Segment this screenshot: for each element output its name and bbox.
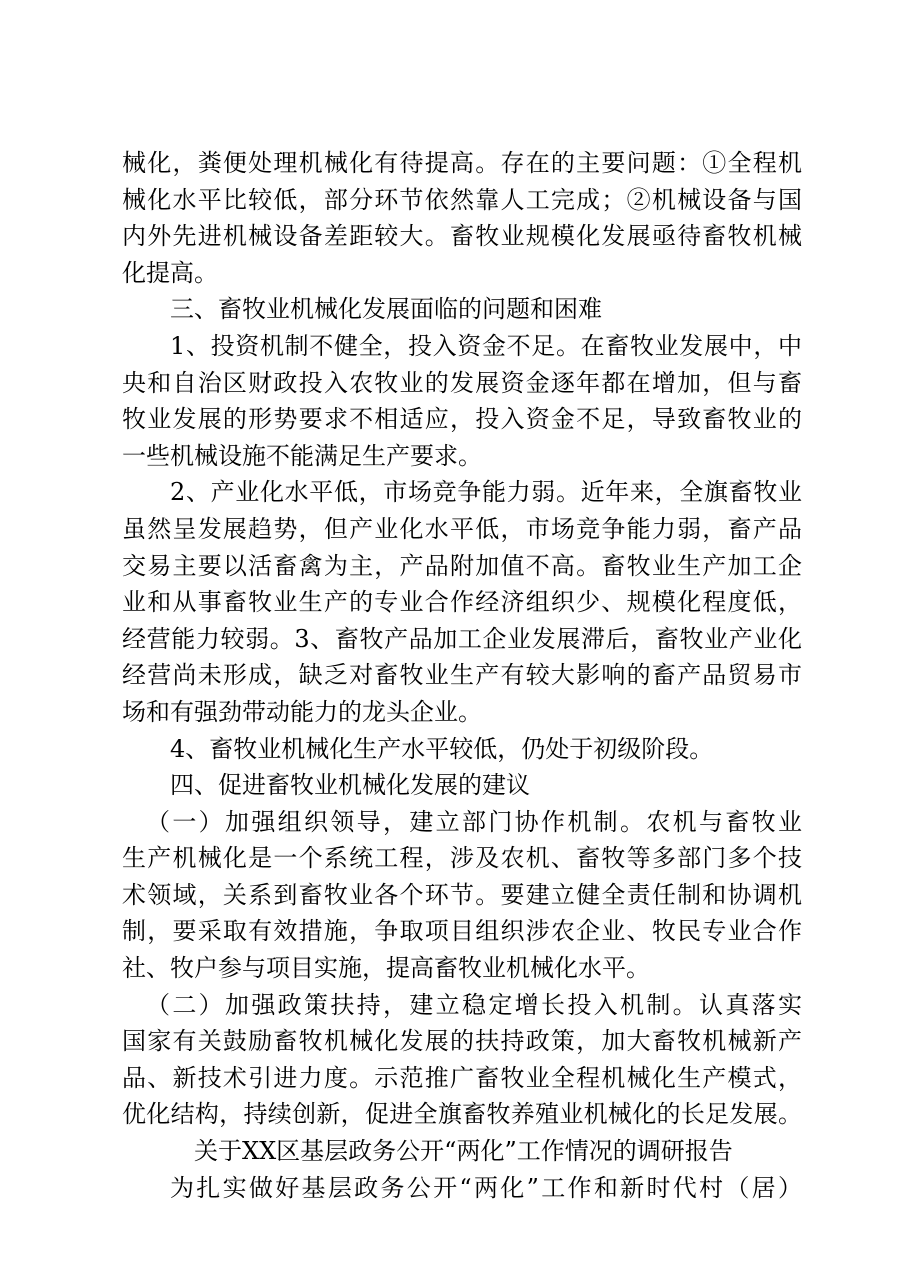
text-line: 术领域，关系到畜牧业各个环节。要建立健全责任制和协调机	[122, 880, 802, 909]
text-line: 内外先进机械设备差距较大。畜牧业规模化发展亟待畜牧机械	[122, 222, 802, 251]
body-text	[122, 145, 802, 1206]
section-heading: 四、促进畜牧业机械化发展的建议	[170, 771, 530, 800]
text-line: 生产机械化是一个系统工程，涉及农机、畜牧等多部门多个技	[122, 844, 802, 873]
text-line: 4、畜牧业机械化生产水平较低，仍处于初级阶段。	[170, 734, 714, 763]
text-line: （二）加强政策扶持，建立稳定增长投入机制。认真落实	[146, 990, 802, 1019]
text-line: 品、新技术引进力度。示范推广畜牧业全程机械化生产模式，	[122, 1063, 802, 1092]
text-line: 2、产业化水平低，市场竞争能力弱。近年来，全旗畜牧业	[170, 478, 802, 507]
text-line: 优化结构，持续创新，促进全旗畜牧养殖业机械化的长足发展。	[122, 1100, 802, 1129]
text-line: 业和从事畜牧业生产的专业合作经济组织少、规模化程度低，	[122, 588, 802, 617]
text-line: 虽然呈发展趋势，但产业化水平低，市场竞争能力弱，畜产品	[122, 514, 802, 543]
text-line: 场和有强劲带动能力的龙头企业。	[122, 697, 482, 726]
text-line: （一）加强组织领导，建立部门协作机制。农机与畜牧业	[146, 807, 802, 836]
text-line: 械化水平比较低，部分环节依然靠人工完成；②机械设备与国	[122, 185, 802, 214]
text-line: 为扎实做好基层政务公开“两化”工作和新时代村（居）	[170, 1173, 802, 1202]
text-line: 制，要采取有效措施，争取项目组织涉农企业、牧民专业合作	[122, 917, 802, 946]
text-line: 一些机械设施不能满足生产要求。	[122, 441, 482, 470]
text-line: 社、牧户参与项目实施，提高畜牧业机械化水平。	[122, 954, 650, 983]
text-line: 交易主要以活畜禽为主，产品附加值不高。畜牧业生产加工企	[122, 551, 802, 580]
text-line: 化提高。	[122, 258, 218, 287]
text-line: 械化，粪便处理机械化有待提高。存在的主要问题：①全程机	[122, 149, 802, 177]
text-line: 1、投资机制不健全，投入资金不足。在畜牧业发展中，中	[170, 331, 802, 360]
section-heading: 三、畜牧业机械化发展面临的问题和困难	[170, 295, 602, 324]
text-line: 经营能力较弱。3、畜牧产品加工企业发展滞后，畜牧业产业化	[122, 624, 802, 653]
text-line: 国家有关鼓励畜牧机械化发展的扶持政策，加大畜牧机械新产	[122, 1027, 802, 1056]
text-line: 央和自治区财政投入农牧业的发展资金逐年都在增加，但与畜	[122, 368, 802, 397]
text-line: 牧业发展的形势要求不相适应，投入资金不足，导致畜牧业的	[122, 405, 802, 434]
text-line: 经营尚未形成，缺乏对畜牧业生产有较大影响的畜产品贸易市	[122, 661, 802, 690]
report-title: 关于XX区基层政务公开“两化”工作情况的调研报告	[194, 1137, 733, 1166]
